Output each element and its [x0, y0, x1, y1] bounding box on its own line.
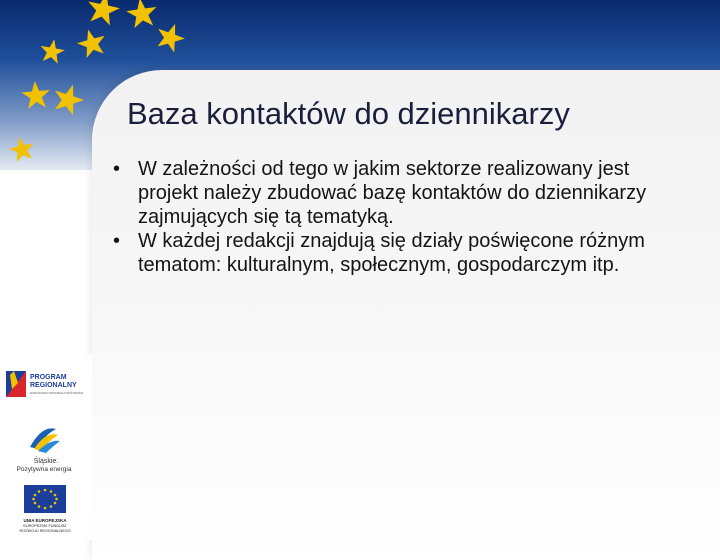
star-icon	[74, 26, 109, 60]
star-icon	[38, 37, 66, 64]
program-line1: PROGRAM	[30, 374, 67, 381]
eu-line2: EUROPEJSKI FUNDUSZ	[23, 524, 67, 528]
bullet-item: • W zależności od tego w jakim sektorze realizowany jest projekt należy zbudować bazę kontaktów do dziennikarzy zajmujących się tą tematyką.	[113, 157, 693, 229]
star-icon	[50, 80, 88, 117]
slaskie-logo	[0, 417, 92, 477]
star-icon	[84, 0, 122, 27]
program-regionalny-logo	[0, 361, 92, 411]
content-panel	[92, 70, 720, 560]
slaskie-wave-icon	[30, 428, 60, 453]
eu-logo	[0, 481, 92, 541]
program-line2: REGIONALNY	[30, 382, 77, 389]
star-icon	[152, 19, 188, 54]
star-icon	[125, 0, 159, 29]
bullet-item: • W każdej redakcji znajdują się działy poświęcone różnym tematom: kulturalnym, społecznym, gospodarczym itp.	[113, 229, 693, 277]
slaskie-line2: Pozytywna energia	[16, 466, 72, 473]
eu-line3: ROZWOJU REGIONALNEGO	[19, 529, 71, 533]
eu-line1: UNIA EUROPEJSKA	[23, 518, 67, 523]
program-line3: NARODOWA STRATEGIA SPÓJNOŚCI	[30, 391, 84, 395]
slaskie-line1: Śląskie.	[33, 458, 59, 465]
star-icon	[20, 80, 51, 110]
star-icon	[7, 135, 36, 163]
bullet-list	[113, 157, 693, 277]
logo-column	[0, 355, 92, 540]
slide-title: Baza kontaktów do dziennikarzy	[127, 96, 570, 131]
